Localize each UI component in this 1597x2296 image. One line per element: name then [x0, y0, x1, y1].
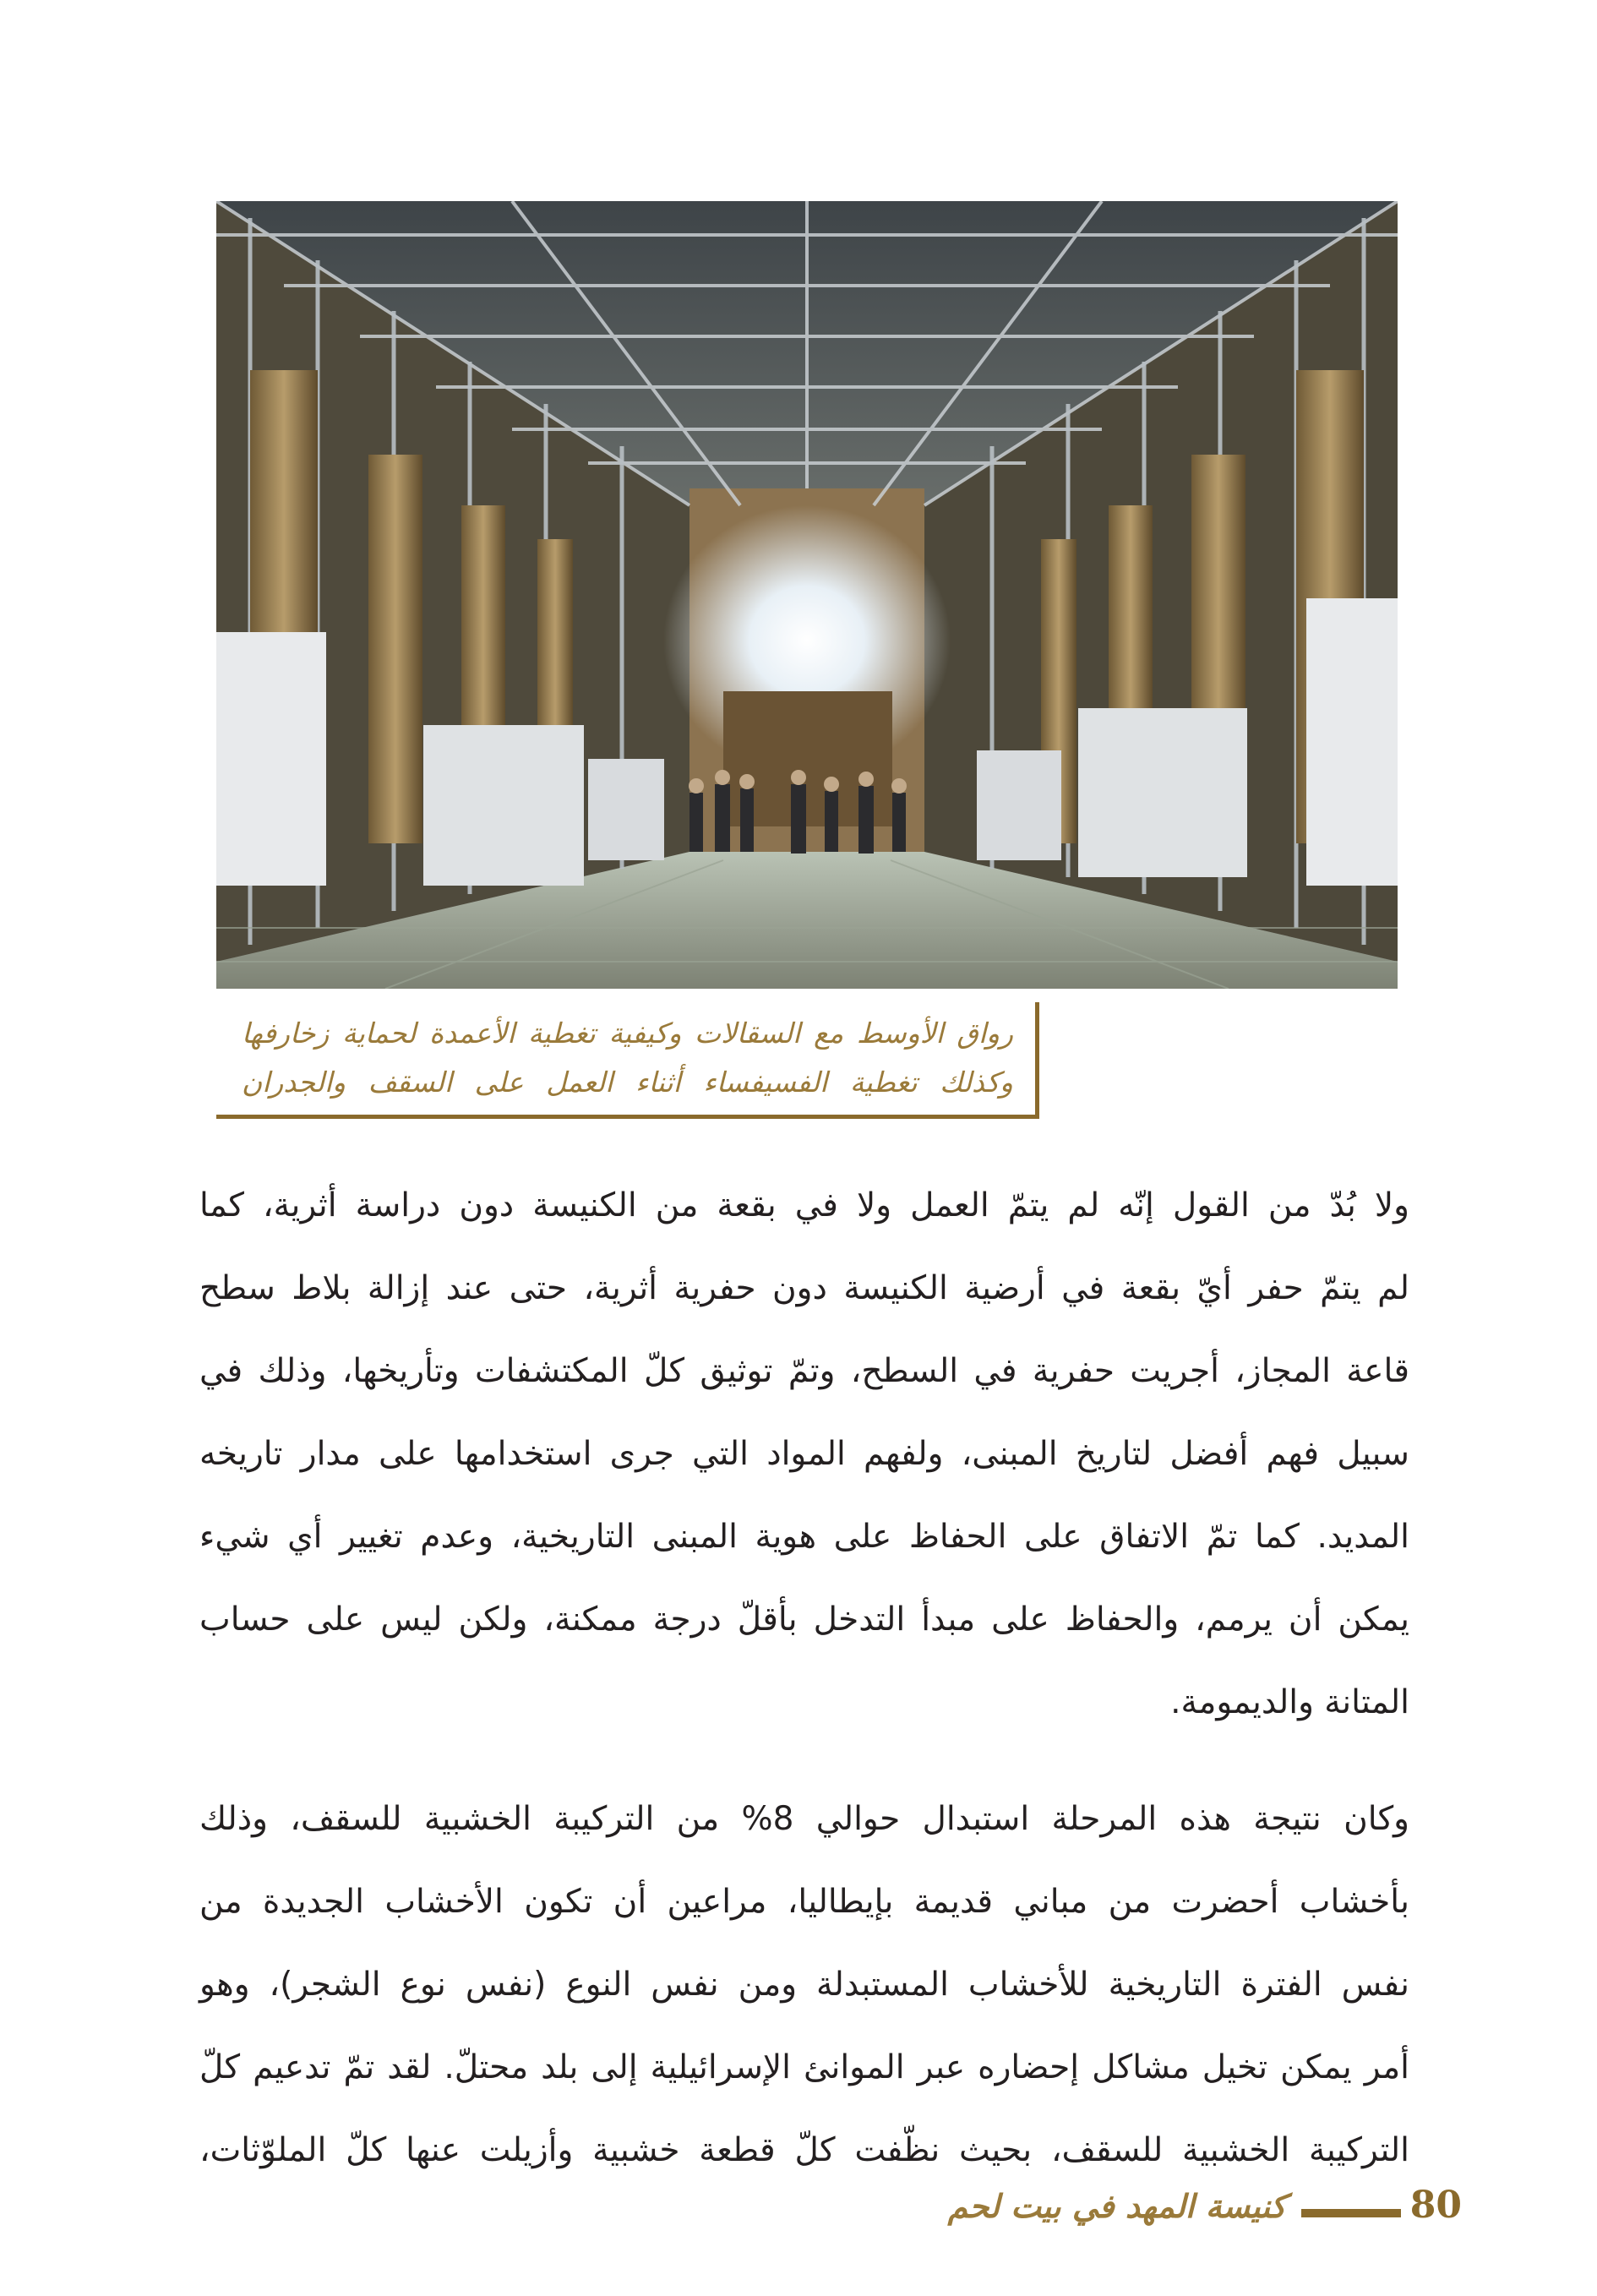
text-line: وكان نتيجة هذه المرحلة استبدال حوالي 8% من التركيبة الخشبية للسقف، وذلك	[199, 1800, 1409, 1838]
paragraph-1	[199, 1164, 1409, 1744]
church-nave-photo	[216, 201, 1398, 989]
page-number: 80	[1409, 2184, 1462, 2227]
text-line: أمر يمكن تخيل مشاكل إحضاره عبر الموانئ الإسرائيلية إلى بلد محتلّ. لقد تمّ تدعيم كلّ	[199, 2048, 1409, 2086]
photo-caption	[216, 1002, 1039, 1119]
text-line: سبيل فهم أفضل لتاريخ المبنى، ولفهم المواد التي جرى استخدامها على مدار تاريخه	[199, 1435, 1409, 1473]
text-line: المديد. كما تمّ الاتفاق على الحفاظ على هوية المبنى التاريخية، وعدم تغيير أي شيء	[199, 1518, 1409, 1556]
text-line: بأخشاب أحضرت من مباني قديمة بإيطاليا، مراعين أن تكون الأخشاب الجديدة من	[199, 1883, 1409, 1921]
paragraph-2	[199, 1778, 1409, 2192]
text-line: يمكن أن يرمم، والحفاظ على مبدأ التدخل بأقلّ درجة ممكنة، ولكن ليس على حساب	[199, 1601, 1409, 1639]
caption-line-2: وكذلك تغطية الفسيفساء أثناء العمل على السقف والجدران	[242, 1066, 1013, 1099]
text-line: ولا بُدّ من القول إنّه لم يتمّ العمل ولا في بقعة من الكنيسة دون دراسة أثرية، كما	[199, 1186, 1409, 1224]
text-line: لم يتمّ حفر أيّ بقعة في أرضية الكنيسة دون حفرية أثرية، حتى عند إزالة بلاط سطح	[199, 1269, 1409, 1307]
article-body	[199, 1164, 1409, 2226]
text-line: نفس الفترة التاريخية للأخشاب المستبدلة ومن نفس النوع (نفس نوع الشجر)، وهو	[199, 1966, 1409, 2004]
text-line: قاعة المجاز، أجريت حفرية في السطح، وتمّ توثيق كلّ المكتشفات وتأريخها، وذلك في	[199, 1352, 1409, 1390]
footer-divider	[1301, 2209, 1401, 2217]
text-line: التركيبة الخشبية للسقف، بحيث نظّفت كلّ قطعة خشبية وأزيلت عنها كلّ الملوّثات،	[199, 2131, 1409, 2169]
book-title: كنيسة المهد في بيت لحم	[947, 2187, 1286, 2225]
page-footer	[947, 2182, 1462, 2241]
text-line: المتانة والديمومة.	[1170, 1683, 1409, 1721]
caption-line-1: رواق الأوسط مع السقالات وكيفية تغطية الأعمدة لحماية زخارفها	[242, 1017, 1013, 1050]
